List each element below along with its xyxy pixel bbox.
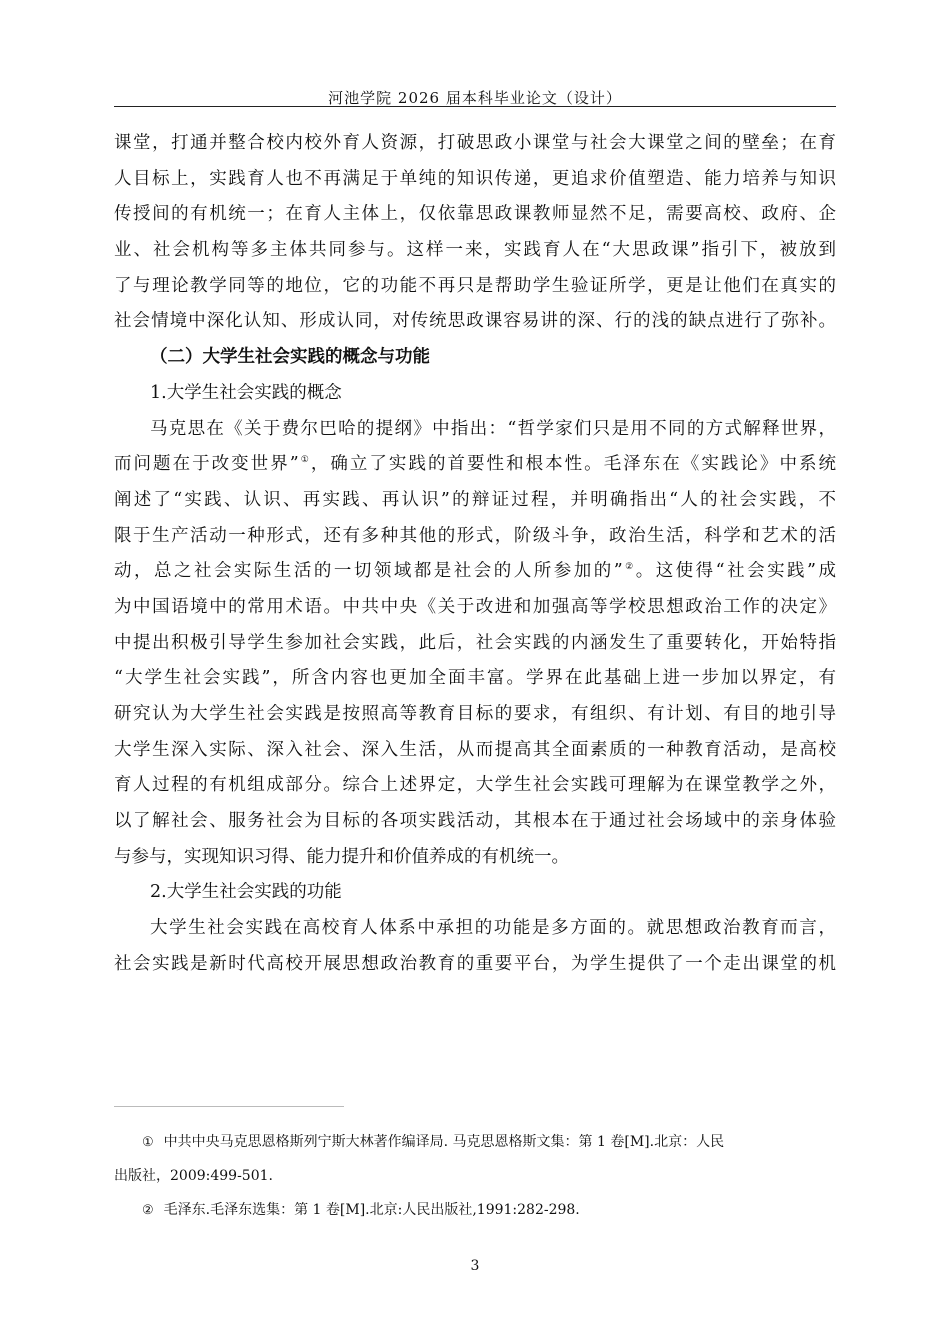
text-line: 大学生社会实践在高校育人体系中承担的功能是多方面的。就思想政治教育而言， bbox=[150, 918, 836, 939]
footnote-ref-1: ① bbox=[298, 455, 311, 466]
footnote-ref-2: ② bbox=[622, 562, 636, 573]
text-line: 人目标上，实践育人也不再满足于单纯的知识传递，更追求价值塑造、能力培养与知识 bbox=[114, 168, 836, 189]
text-line: 马克思在《关于费尔巴哈的提纲》中指出：“哲学家们只是用不同的方式解释世界， bbox=[150, 418, 836, 439]
main-text bbox=[114, 126, 836, 983]
text-line: 动，总之社会实际生活的一切领域都是社会的人所参加的”②。这使得“社会实践”成 bbox=[114, 561, 836, 582]
text-line: 研究认为大学生社会实践是按照高等教育目标的要求，有组织、有计划、有目的地引导 bbox=[114, 704, 836, 724]
running-header: 河池学院 2026 届本科毕业论文（设计） bbox=[328, 89, 622, 107]
footnote-1: ① 中共中央马克思恩格斯列宁斯大林著作编译局. 马克思恩格斯文集：第 1 卷[M].北京：人民 bbox=[114, 1125, 836, 1159]
text-line: 社会实践是新时代高校开展思想政治教育的重要平台，为学生提供了一个走出课堂的机 bbox=[114, 953, 836, 974]
footnote-1-continued: 出版社，2009:499-501. bbox=[114, 1168, 273, 1184]
text-line: 而问题在于改变世界”①，确立了实践的首要性和根本性。毛泽东在《实践论》中系统 bbox=[114, 454, 836, 475]
subsection-heading: 2.大学生社会实践的功能 bbox=[150, 882, 342, 903]
text-line: 课堂，打通并整合校内校外育人资源，打破思政小课堂与社会大课堂之间的壁垒；在育 bbox=[114, 133, 836, 153]
footnote-marker-2: ② bbox=[142, 1203, 154, 1218]
text-line: 传授间的有机统一；在育人主体上，仅依靠思政课教师显然不足，需要高校、政府、企 bbox=[114, 204, 836, 225]
subsection-heading: 1.大学生社会实践的概念 bbox=[150, 382, 342, 403]
header-rule bbox=[114, 106, 836, 107]
footnotes bbox=[114, 1125, 836, 1227]
text-line: 中提出积极引导学生参加社会实践，此后，社会实践的内涵发生了重要转化，开始特指 bbox=[114, 632, 836, 653]
page-number: 3 bbox=[470, 1258, 480, 1274]
text-line: 与参与，实现知识习得、能力提升和价值养成的有机统一。 bbox=[114, 846, 569, 867]
text-line: 育人过程的有机组成部分。综合上述界定，大学生社会实践可理解为在课堂教学之外， bbox=[114, 775, 836, 796]
text-line: 了与理论教学同等的地位，它的功能不再只是帮助学生验证所学，更是让他们在真实的 bbox=[114, 275, 836, 296]
text-line: 大学生深入实际、深入社会、深入生活，从而提高其全面素质的一种教育活动，是高校 bbox=[114, 739, 836, 760]
footnote-2: ② 毛泽东.毛泽东选集：第 1 卷[M].北京:人民出版社,1991:282-298. bbox=[114, 1193, 836, 1227]
text-line: 社会情境中深化认知、形成认同，对传统思政课容易讲的深、行的浅的缺点进行了弥补。 bbox=[114, 311, 836, 332]
text-line: 为中国语境中的常用术语。中共中央《关于改进和加强高等学校思想政治工作的决定》 bbox=[114, 596, 836, 617]
text-line: 阐述了“实践、认识、再实践、再认识”的辩证过程，并明确指出“人的社会实践，不 bbox=[114, 489, 836, 510]
footnote-rule bbox=[114, 1106, 344, 1107]
section-heading: （二）大学生社会实践的概念与功能 bbox=[150, 347, 430, 368]
text-line: 以了解社会、服务社会为目标的各项实践活动，其根本在于通过社会场域中的亲身体验 bbox=[114, 811, 836, 832]
text-line: “大学生社会实践”，所含内容也更加全面丰富。学界在此基础上进一步加以界定，有 bbox=[114, 668, 836, 689]
text-line: 限于生产活动一种形式，还有多种其他的形式，阶级斗争，政治生活，科学和艺术的活 bbox=[114, 525, 836, 546]
text-line: 业、社会机构等多主体共同参与。这样一来，实践育人在“大思政课”指引下，被放到 bbox=[114, 240, 836, 261]
footnote-marker-1: ① bbox=[142, 1135, 154, 1150]
